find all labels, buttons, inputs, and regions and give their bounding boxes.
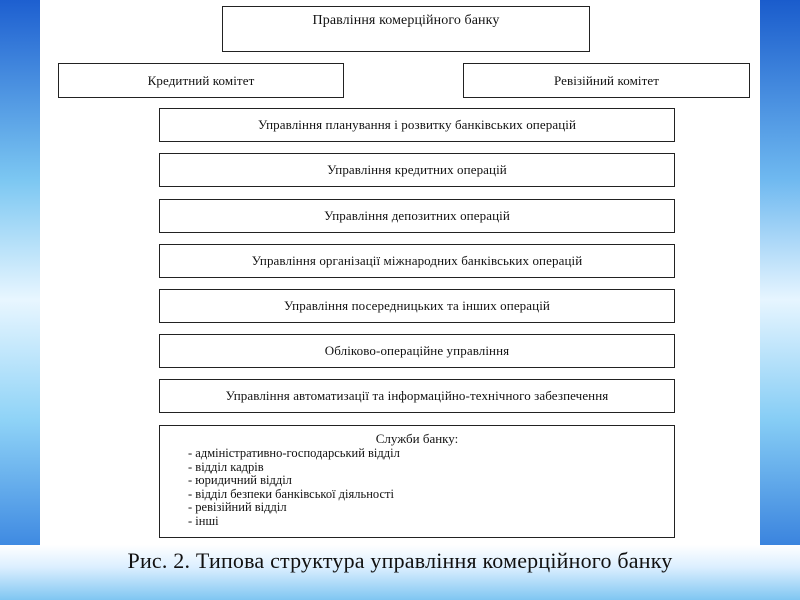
bank-services-box xyxy=(159,425,675,538)
department-box: Управління планування і розвитку банківських операцій xyxy=(159,108,675,142)
left-decorative-border xyxy=(0,0,40,600)
services-list-item: - адміністративно-господарський відділ xyxy=(188,446,400,460)
right-decorative-border xyxy=(760,0,800,600)
department-box: Управління автоматизації та інформаційно-технічного забезпечення xyxy=(159,379,675,413)
audit-committee-box: Ревізійний комітет xyxy=(463,63,750,98)
services-list-item: - юридичний відділ xyxy=(188,473,292,487)
bank-board-box: Правління комерційного банку xyxy=(222,6,590,52)
services-list xyxy=(160,447,674,528)
services-list-item: - інші xyxy=(188,513,219,528)
department-box: Обліково-операційне управління xyxy=(159,334,675,368)
services-list-item: - відділ кадрів xyxy=(188,459,264,474)
department-box: Управління кредитних операцій xyxy=(159,153,675,187)
figure-caption: Рис. 2. Типова структура управління комерційного банку xyxy=(127,548,673,573)
department-box: Управління посередницьких та інших операцій xyxy=(159,289,675,323)
department-box: Управління організації міжнародних банківських операцій xyxy=(159,244,675,278)
services-list-item: - відділ безпеки банківської діяльності xyxy=(188,486,394,501)
services-list-item: - ревізійний відділ xyxy=(188,500,287,514)
credit-committee-box: Кредитний комітет xyxy=(58,63,344,98)
services-title: Служби банку: xyxy=(375,431,459,446)
department-box: Управління депозитних операцій xyxy=(159,199,675,233)
